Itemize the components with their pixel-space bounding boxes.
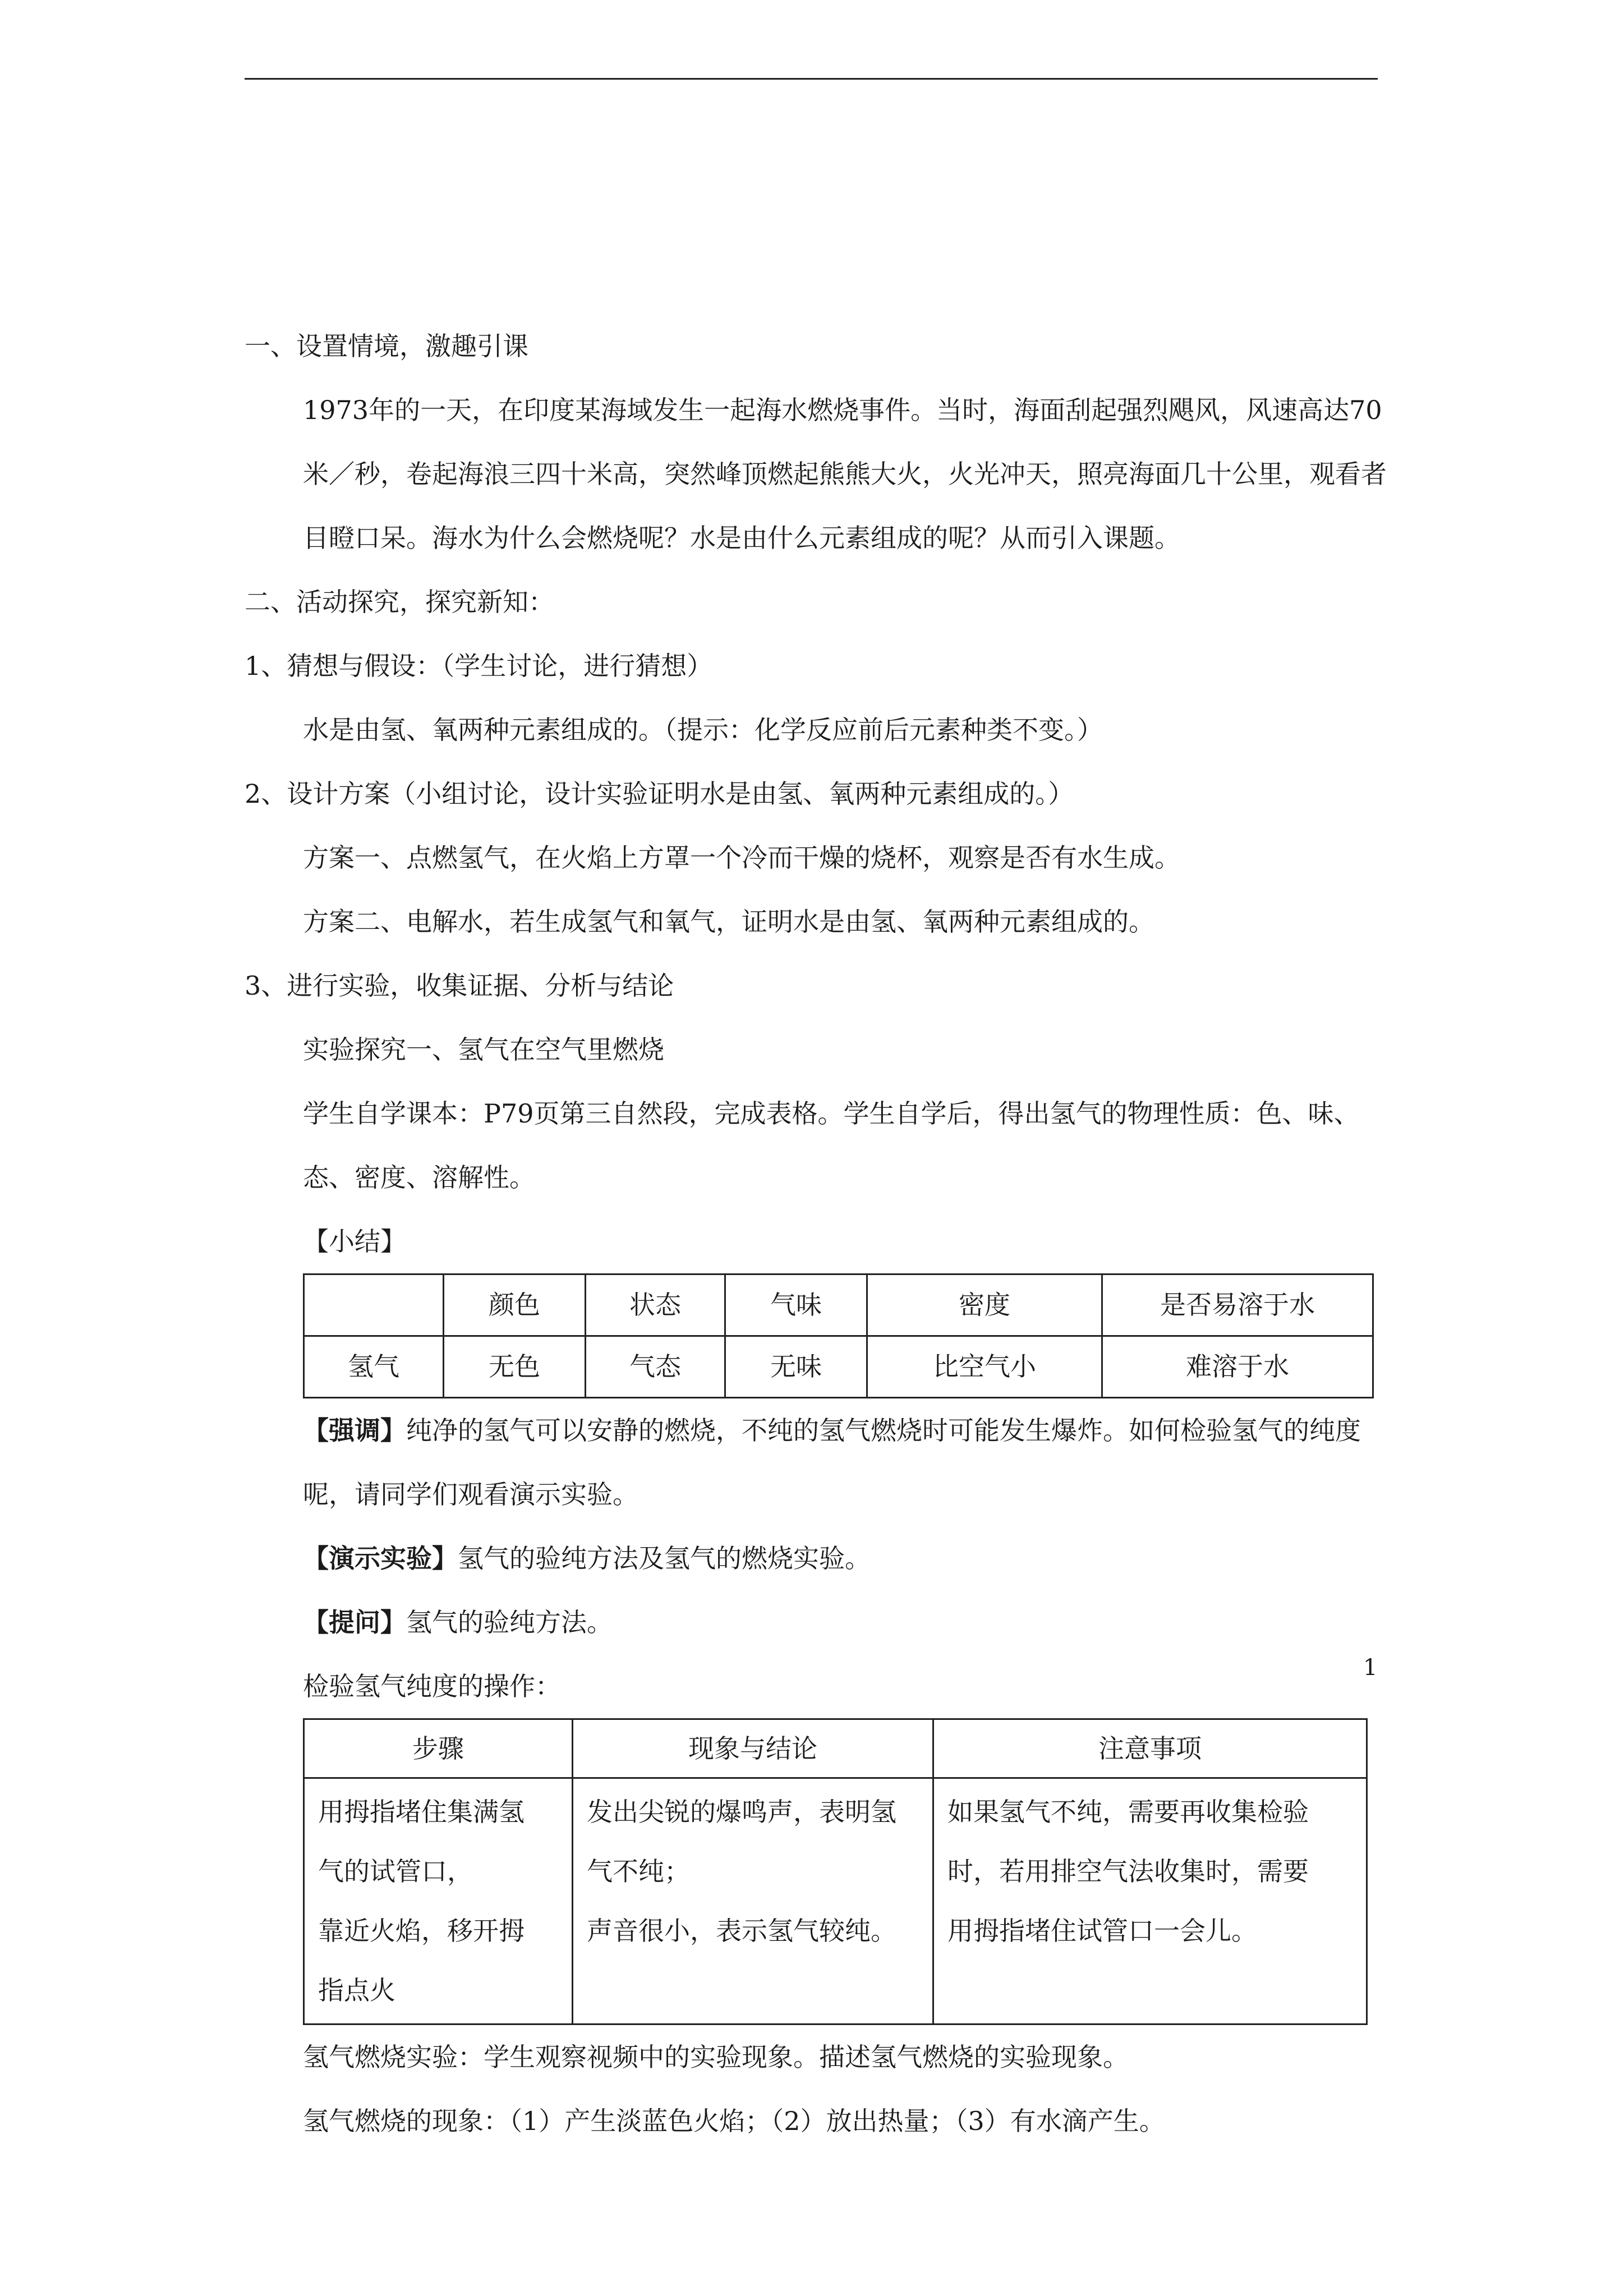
purity-header-row [304, 1719, 1367, 1778]
section-1-paragraph: 1973年的一天，在印度某海域发生一起海水燃烧事件。当时，海面刮起强烈飓风，风速高达70米／秒，卷起海浪三四十米高，突然峰顶燃起熊熊大火，火光冲天，照亮海面几十公里，观看者目瞪口呆。海水为什么会燃烧呢？水是由什么元素组成的呢？从而引入课题。 [303, 395, 1387, 553]
table-cell-result [573, 1778, 933, 2024]
result-line: 气不纯； [587, 1856, 690, 1887]
purity-data-row [304, 1778, 1367, 2024]
step-1-text: 水是由氢、氧两种元素组成的。（提示：化学反应前后元素种类不变。） [303, 715, 1103, 745]
section-1-heading: 一、设置情境，激趣引课 [245, 331, 528, 361]
table-cell: 气态 [586, 1336, 725, 1398]
plan-1: 方案一、点燃氢气，在火焰上方罩一个冷而干燥的烧杯，观察是否有水生成。 [303, 843, 1180, 873]
table-cell: 比空气小 [867, 1336, 1102, 1398]
summary-label: 【小结】 [303, 1226, 406, 1257]
step-line: 气的试管口， [318, 1856, 473, 1887]
table-cell: 现象与结论 [573, 1719, 933, 1778]
notes-line: 时，若用排空气法收集时，需要 [947, 1856, 1309, 1887]
table-cell: 步骤 [304, 1719, 573, 1778]
table-cell: 难溶于水 [1102, 1336, 1373, 1398]
table-cell: 颜色 [444, 1274, 586, 1336]
page-number: 1 [1363, 1655, 1378, 1681]
notes-line: 如果氢气不纯，需要再收集检验 [947, 1797, 1309, 1827]
result-line: 发出尖锐的爆鸣声，表明氢 [587, 1797, 896, 1827]
step-line: 靠近火焰，移开拇 [318, 1916, 525, 1946]
burning-phenomena: 氢气燃烧的现象：（1）产生淡蓝色火焰；（2）放出热量；（3）有水滴产生。 [303, 2106, 1165, 2136]
document-body [245, 314, 1400, 2153]
self-study-text: 学生自学课本：P79页第三自然段，完成表格。学生自学后，得出氢气的物理性质：色、味、态、密度、溶解性。 [303, 1098, 1360, 1193]
table-cell: 注意事项 [933, 1719, 1367, 1778]
demo-paragraph [245, 1526, 1400, 1590]
header-rule [245, 78, 1378, 80]
table-cell-steps [304, 1778, 573, 2024]
step-1-heading: 1、猜想与假设：（学生讨论，进行猜想） [245, 651, 713, 681]
table-cell: 无色 [444, 1336, 586, 1398]
emphasis-text: 纯净的氢气可以安静的燃烧，不纯的氢气燃烧时可能发生爆炸。如何检验氢气的纯度呢，请同学们观看演示实验。 [303, 1415, 1361, 1510]
table-cell: 气味 [725, 1274, 867, 1336]
table-cell: 状态 [586, 1274, 725, 1336]
table-cell [304, 1274, 444, 1336]
step-line: 用拇指堵住集满氢 [318, 1797, 525, 1827]
table-cell: 无味 [725, 1336, 867, 1398]
properties-table [303, 1273, 1374, 1398]
step-3-heading: 3、进行实验，收集证据、分析与结论 [245, 970, 674, 1001]
purity-check-intro: 检验氢气纯度的操作： [303, 1671, 561, 1701]
properties-data-row [304, 1336, 1373, 1398]
result-line: 声音很小，表示氢气较纯。 [587, 1916, 896, 1946]
table-cell: 是否易溶于水 [1102, 1274, 1373, 1336]
purity-check-table [303, 1718, 1368, 2025]
step-line: 指点火 [318, 1975, 395, 2005]
table-cell: 氢气 [304, 1336, 444, 1398]
notes-line: 用拇指堵住试管口一会儿。 [947, 1916, 1257, 1946]
question-label: 【提问】 [303, 1607, 406, 1637]
properties-header-row [304, 1274, 1373, 1336]
table-cell-notes [933, 1778, 1367, 2024]
table-cell: 密度 [867, 1274, 1102, 1336]
experiment-1-title: 实验探究一、氢气在空气里燃烧 [303, 1034, 664, 1065]
plan-2: 方案二、电解水，若生成氢气和氧气，证明水是由氢、氧两种元素组成的。 [303, 907, 1154, 937]
demo-label: 【演示实验】 [303, 1543, 458, 1573]
section-2-heading: 二、活动探究，探究新知： [245, 587, 554, 617]
emphasis-paragraph [245, 1398, 1400, 1526]
question-text: 氢气的验纯方法。 [406, 1607, 613, 1637]
question-paragraph [245, 1590, 1400, 1654]
demo-text: 氢气的验纯方法及氢气的燃烧实验。 [458, 1543, 871, 1573]
burning-experiment: 氢气燃烧实验：学生观察视频中的实验现象。描述氢气燃烧的实验现象。 [303, 2042, 1129, 2072]
step-2-heading: 2、设计方案（小组讨论，设计实验证明水是由氢、氧两种元素组成的。） [245, 779, 1074, 809]
emphasis-label: 【强调】 [303, 1415, 406, 1446]
